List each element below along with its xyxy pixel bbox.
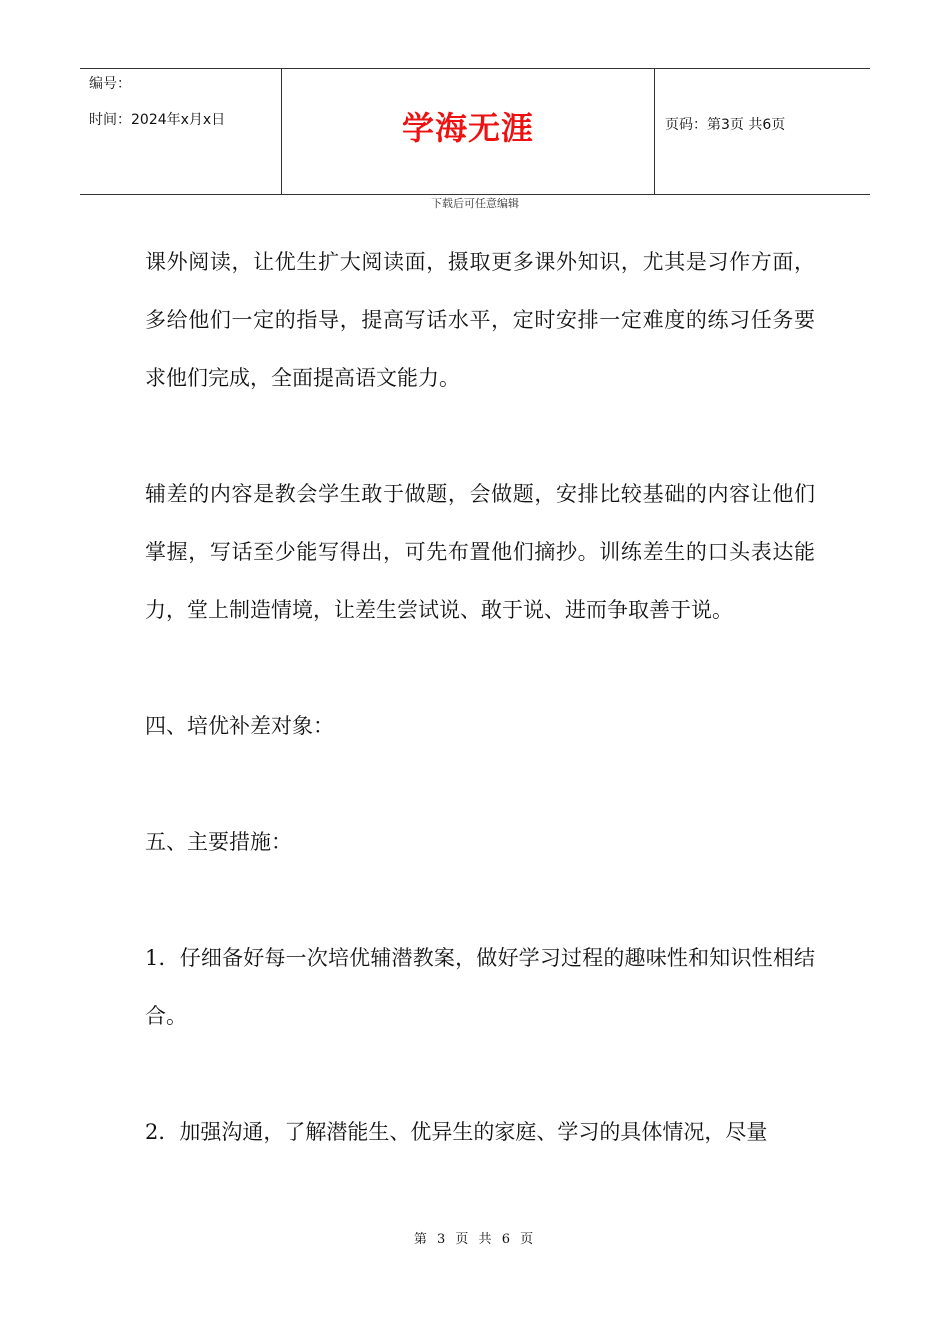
header-page-cell bbox=[655, 69, 870, 194]
header-info-cell bbox=[80, 69, 282, 194]
header-title-cell bbox=[282, 69, 655, 194]
paragraph-remedial-content: 辅差的内容是教会学生敢于做题，会做题，安排比较基础的内容让他们掌握，写话至少能写得出，可先布置他们摘抄。训练差生的口头表达能力，堂上制造情境，让差生尝试说、敢于说、进而争取善于说。 bbox=[145, 482, 815, 622]
header-page-label: 页码：第3页 共6页 bbox=[665, 117, 786, 133]
page-footer: 第 3 页 共 6 页 bbox=[413, 1232, 537, 1247]
document-time-label: 时间：2024年x月x日 bbox=[89, 112, 226, 128]
list-item-measure-2: 2．加强沟通，了解潜能生、优异生的家庭、学习的具体情况，尽量 bbox=[145, 1120, 768, 1144]
section-heading-targets: 四、培优补差对象： bbox=[145, 714, 334, 738]
header-title: 学海无涯 bbox=[401, 109, 534, 147]
document-header bbox=[80, 68, 870, 195]
paragraph-gifted-reading: 课外阅读，让优生扩大阅读面，摄取更多课外知识，尤其是习作方面，多给他们一定的指导，提高写话水平，定时安排一定难度的练习任务要求他们完成，全面提高语文能力。 bbox=[145, 250, 815, 390]
document-number-label: 编号： bbox=[89, 76, 131, 92]
section-heading-measures: 五、主要措施： bbox=[145, 830, 292, 854]
editable-note: 下载后可任意编辑 bbox=[431, 197, 519, 210]
list-item-measure-1: 1．仔细备好每一次培优辅潜教案，做好学习过程的趣味性和知识性相结合。 bbox=[145, 946, 815, 1028]
document-body bbox=[145, 233, 815, 1161]
